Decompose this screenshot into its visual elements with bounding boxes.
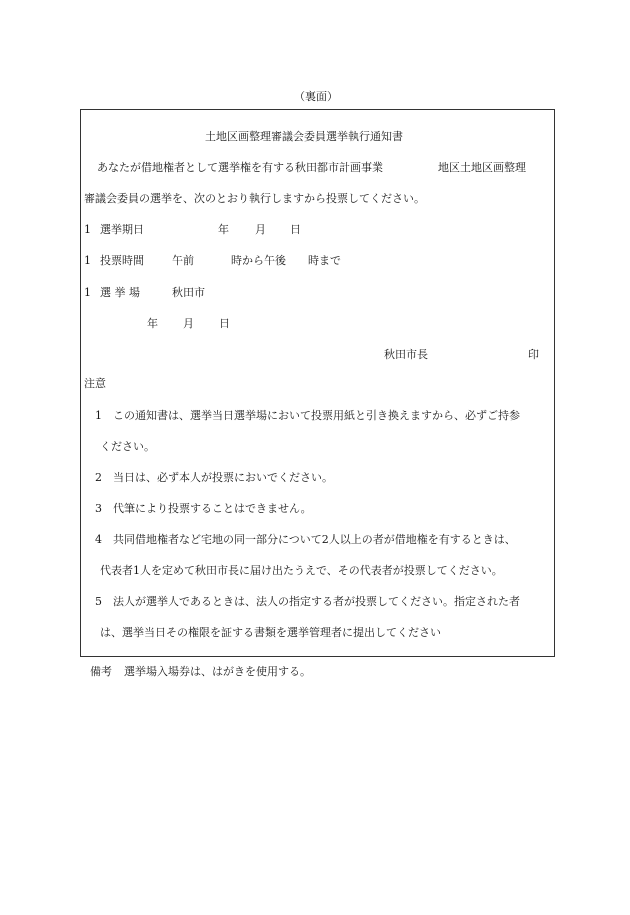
note-3-line-1: 代筆により投票することはできません。 xyxy=(113,502,312,515)
note-5-num: 5 xyxy=(95,595,102,608)
note-2-line-1: 当日は、必ず本人が投票においでください。 xyxy=(113,471,333,484)
intro-line-1: あなたが借地権者として選挙権を有する秋田都市計画事業 地区土地区画整理 xyxy=(97,161,526,174)
election-date-month: 月 xyxy=(255,223,266,236)
issue-date-day: 日 xyxy=(219,317,230,330)
intro-line-2: 審議会委員の選挙を、次のとおり執行しますから投票してください。 xyxy=(84,192,425,205)
seal-mark: 印 xyxy=(528,348,539,361)
note-4-line-1: 共同借地権者など宅地の同一部分について2人以上の者が借地権を有するときは、 xyxy=(113,533,516,546)
election-date-marker: 1 xyxy=(84,223,91,236)
note-2-num: 2 xyxy=(95,471,102,484)
voting-hours-from-pm: 時から午後 xyxy=(231,254,286,267)
note-1-line-2: ください。 xyxy=(100,440,155,453)
voting-hours-am: 午前 xyxy=(172,254,194,267)
issue-date-month: 月 xyxy=(183,317,194,330)
election-date-label: 選挙期日 xyxy=(100,223,144,236)
note-4-line-2: 代表者1人を定めて秋田市長に届け出たうえで、その代表者が投票してください。 xyxy=(100,564,503,577)
voting-hours-until: 時まで xyxy=(308,254,341,267)
election-date-year: 年 xyxy=(218,223,229,236)
issue-date-year: 年 xyxy=(147,317,158,330)
note-5-line-2: は、選挙当日その権限を証する書類を選挙管理者に提出してください xyxy=(100,626,441,639)
polling-place-marker: 1 xyxy=(84,286,91,299)
page-side-label: （裏面） xyxy=(294,90,338,103)
notice-title: 土地区画整理審議会委員選挙執行通知書 xyxy=(205,130,403,143)
voting-hours-marker: 1 xyxy=(84,254,91,267)
remark-text: 選挙場入場券は、はがきを使用する。 xyxy=(124,665,311,678)
polling-place-value: 秋田市 xyxy=(172,286,205,299)
note-1-line-1: この通知書は、選挙当日選挙場において投票用紙と引き換えますから、必ずご持参 xyxy=(113,409,520,422)
note-1-num: 1 xyxy=(95,409,102,422)
note-3-num: 3 xyxy=(95,502,102,515)
note-5-line-1: 法人が選挙人であるときは、法人の指定する者が投票してください。指定された者 xyxy=(113,595,520,608)
remark-label: 備考 xyxy=(90,665,112,678)
note-4-num: 4 xyxy=(95,533,102,546)
election-date-day: 日 xyxy=(290,223,301,236)
mayor-title: 秋田市長 xyxy=(384,348,428,361)
polling-place-label: 選 挙 場 xyxy=(100,286,140,299)
voting-hours-label: 投票時間 xyxy=(100,254,144,267)
notes-heading: 注意 xyxy=(84,377,106,390)
